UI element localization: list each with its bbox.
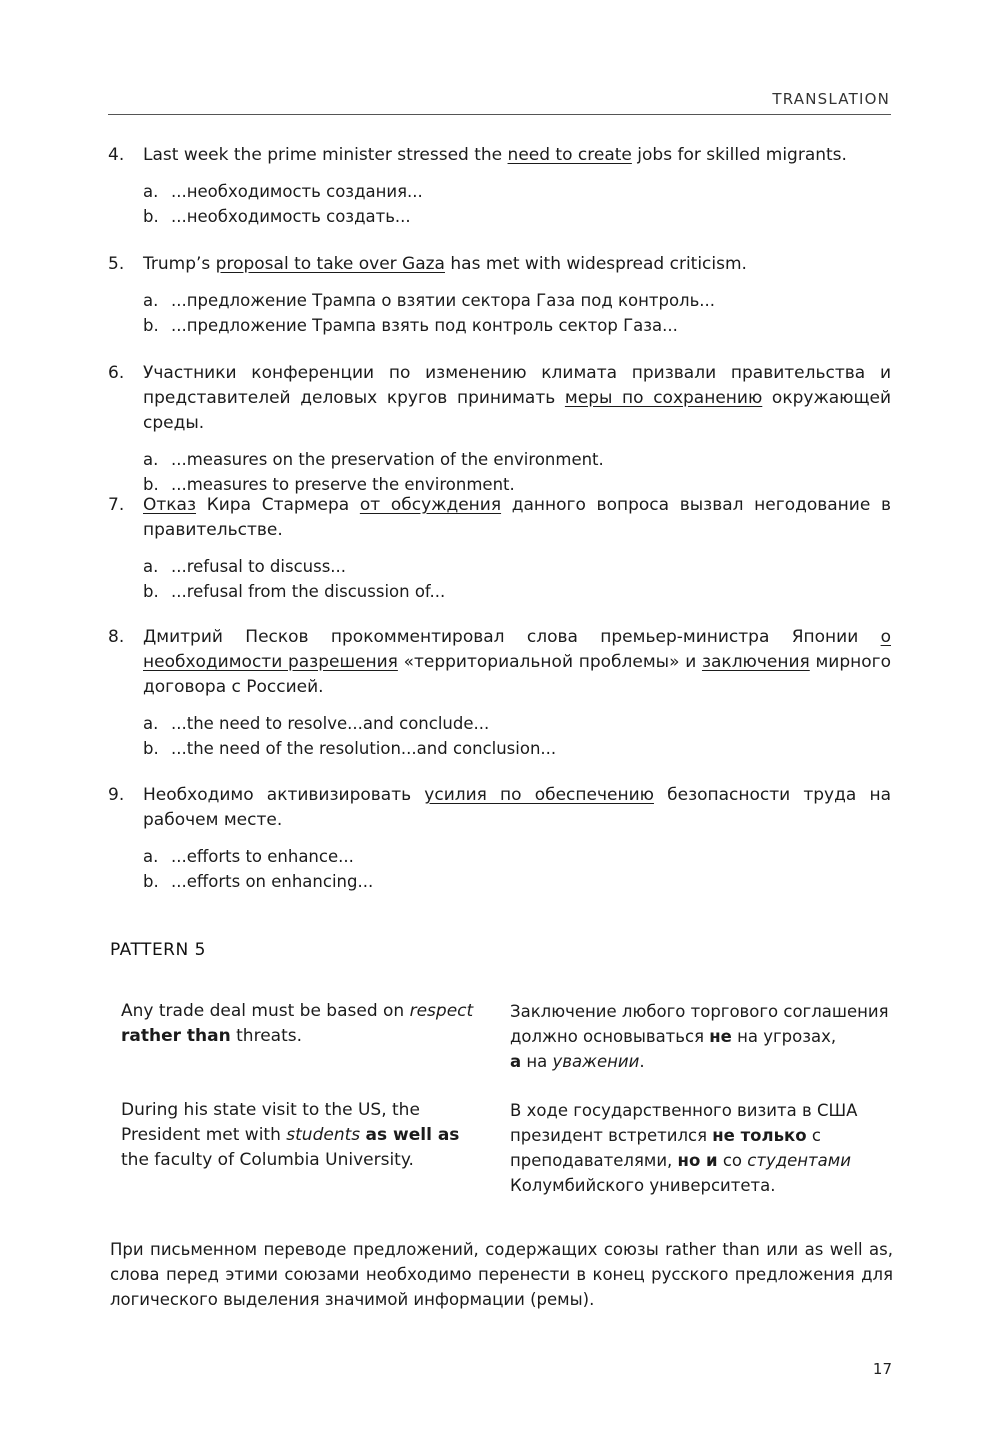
option-b[interactable]: b. ...предложение Трампа взять под контроль сектор Газа... (143, 316, 678, 335)
pattern-heading: PATTERN 5 (110, 940, 206, 960)
italic-word: students (286, 1125, 361, 1145)
option-b[interactable]: b. ...measures to preserve the environment. (143, 475, 515, 494)
item-sentence: Участники конференции по изменению климата призвали правительства и представителей деловых кругов принимать меры по сохранению окружающей среды. (143, 363, 892, 433)
underlined-phrase: о необходимости разрешения (143, 627, 891, 672)
italic-word: уважении (552, 1052, 640, 1071)
item-number: 6. (108, 363, 125, 383)
item-number: 5. (108, 254, 125, 274)
exercise-item-8 (108, 625, 891, 761)
exercise-item-9 (108, 783, 891, 894)
option-a[interactable]: a. ...необходимость создания... (143, 182, 423, 201)
option-b[interactable]: b. ...the need of the resolution...and conclusion... (143, 739, 557, 758)
underlined-phrase: Отказ (143, 495, 197, 515)
russian-example: Заключение любого торгового соглашения должно основываться не на угрозах, а на уважении. (510, 1002, 889, 1071)
option-b[interactable]: b. ...refusal from the discussion of... (143, 582, 446, 601)
underlined-phrase: need to create (507, 145, 632, 165)
item-number: 4. (108, 145, 125, 165)
underlined-phrase: proposal to take over Gaza (215, 254, 445, 274)
bold-conjunction: а (510, 1052, 522, 1071)
option-b[interactable]: b. ...efforts on enhancing... (143, 872, 374, 891)
header-divider (108, 114, 891, 115)
item-number: 7. (108, 495, 125, 515)
underlined-phrase: усилия по обеспечению (424, 785, 654, 805)
option-a[interactable]: a. ...measures on the preservation of the environment. (143, 450, 604, 469)
item-sentence: Дмитрий Песков прокомментировал слова премьер-министра Японии о необходимости разрешения «территориальной проблемы» и заключения мирного договора с Россией. (143, 627, 891, 697)
underlined-phrase: меры по сохранению (564, 388, 763, 408)
item-sentence: Отказ Кира Стармера от обсуждения данного вопроса вызвал негодование в правительстве. (143, 495, 891, 540)
exercise-item-7 (108, 493, 891, 604)
rule-note: При письменном переводе предложений, содержащих союзы rather than или as well as, слова перед этими союзами необходимо перенести в конец русского предложения для логического выделения значимой информации (ремы). (110, 1240, 893, 1309)
bold-conjunction: не только (712, 1126, 807, 1145)
bold-conjunction: не (709, 1027, 732, 1046)
page-number: 17 (872, 1360, 892, 1378)
russian-example: В ходе государственного визита в США президент встретился не только с преподавателями, но и со студентами Колумбийского университета. (510, 1101, 858, 1195)
exercise-item-4 (108, 143, 891, 229)
italic-word: respect (409, 1001, 474, 1021)
exercise-item-5 (108, 252, 891, 338)
option-a[interactable]: a. ...refusal to discuss... (143, 557, 347, 576)
option-a[interactable]: a. ...the need to resolve...and conclude... (143, 714, 490, 733)
option-b[interactable]: b. ...необходимость создать... (143, 207, 411, 226)
option-a[interactable]: a. ...efforts to enhance... (143, 847, 354, 866)
item-number: 9. (108, 785, 125, 805)
item-sentence: Trump’s proposal to take over Gaza has met with widespread criticism. (143, 254, 747, 274)
bold-conjunction: rather than (121, 1026, 231, 1046)
item-sentence: Last week the prime minister stressed the need to create jobs for skilled migrants. (143, 145, 847, 165)
option-a[interactable]: a. ...предложение Трампа о взятии сектора Газа под контроль... (143, 291, 716, 310)
running-header: TRANSLATION (772, 90, 890, 108)
bold-conjunction: as well as (365, 1125, 460, 1145)
underlined-phrase: заключения (701, 652, 810, 672)
english-example: During his state visit to the US, the President met with students as well as the faculty of Columbia University. (121, 1100, 460, 1170)
bold-conjunction: но и (677, 1151, 718, 1170)
item-number: 8. (108, 627, 125, 647)
italic-word: студентами (747, 1151, 851, 1170)
exercise-item-6 (108, 361, 891, 497)
english-example: Any trade deal must be based on respect rather than threats. (121, 1001, 474, 1046)
underlined-phrase: от обсуждения (359, 495, 502, 515)
item-sentence: Необходимо активизировать усилия по обеспечению безопасности труда на рабочем месте. (143, 785, 891, 830)
